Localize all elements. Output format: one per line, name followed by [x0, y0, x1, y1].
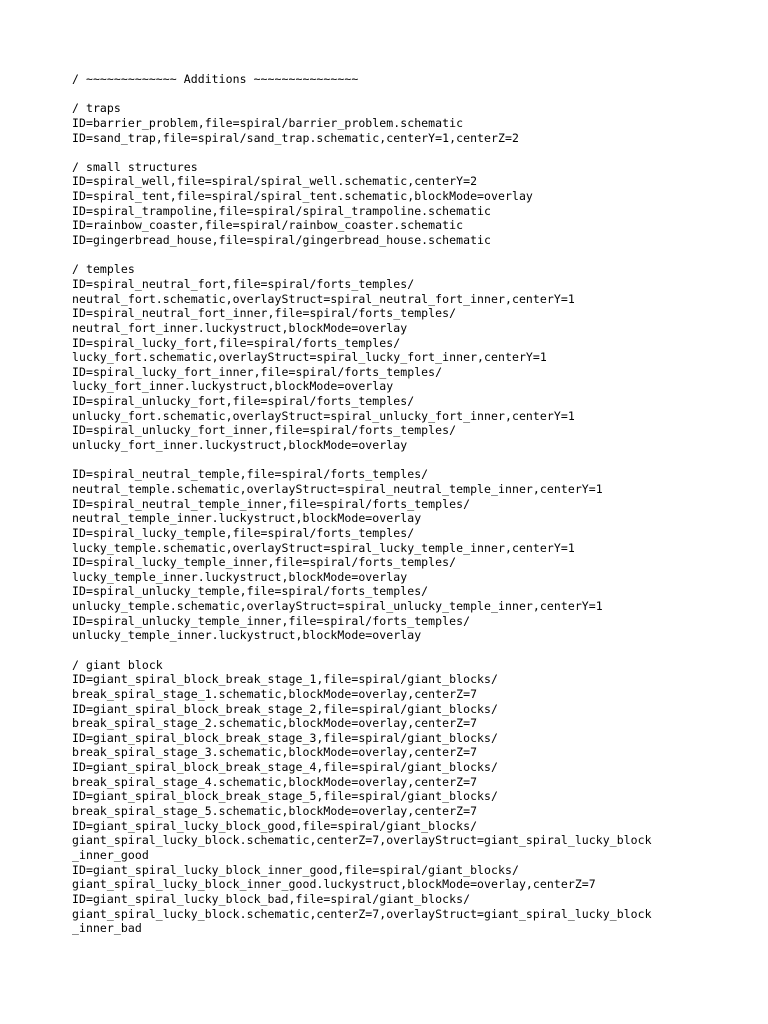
- config-line: _inner_bad: [72, 921, 142, 936]
- config-line: break_spiral_stage_3.schematic,blockMode=overlay,centerZ=7: [72, 745, 478, 760]
- section-comment: / ~~~~~~~~~~~~~ Additions ~~~~~~~~~~~~~~~: [72, 72, 359, 86]
- config-line: break_spiral_stage_5.schematic,blockMode=overlay,centerZ=7: [72, 804, 478, 819]
- config-line: giant_spiral_lucky_block.schematic,centerZ=7,overlayStruct=giant_spiral_lucky_block: [72, 906, 652, 921]
- config-line: ID=spiral_neutral_fort,file=spiral/forts_temples/: [72, 276, 415, 291]
- section-comment: / giant block: [72, 657, 163, 672]
- blank-line: [72, 643, 762, 658]
- config-line: _inner_good: [72, 847, 149, 862]
- config-line: neutral_temple_inner.luckystruct,blockMode=overlay: [72, 511, 422, 526]
- config-line: lucky_fort_inner.luckystruct,blockMode=overlay: [72, 379, 394, 394]
- config-line: giant_spiral_lucky_block_inner_good.luckystruct,blockMode=overlay,centerZ=7: [72, 877, 596, 892]
- config-line: unlucky_temple.schematic,overlayStruct=spiral_unlucky_temple_inner,centerY=1: [72, 599, 603, 614]
- config-line: ID=gingerbread_house,file=spiral/gingerbread_house.schematic: [72, 233, 492, 248]
- config-line: ID=spiral_unlucky_temple_inner,file=spiral/forts_temples/: [72, 613, 471, 628]
- config-line: break_spiral_stage_1.schematic,blockMode=overlay,centerZ=7: [72, 686, 478, 701]
- config-line: unlucky_temple_inner.luckystruct,blockMode=overlay: [72, 628, 422, 643]
- config-line: ID=giant_spiral_lucky_block_bad,file=spiral/giant_blocks/: [72, 891, 471, 906]
- config-line: ID=spiral_unlucky_temple,file=spiral/forts_temples/: [72, 584, 429, 599]
- config-line: ID=giant_spiral_block_break_stage_4,file=spiral/giant_blocks/: [72, 760, 498, 775]
- config-line: ID=spiral_lucky_temple,file=spiral/forts_temples/: [72, 525, 415, 540]
- config-line: ID=giant_spiral_block_break_stage_5,file=spiral/giant_blocks/: [72, 789, 498, 804]
- config-line: ID=giant_spiral_block_break_stage_1,file=spiral/giant_blocks/: [72, 672, 498, 687]
- config-line: ID=giant_spiral_lucky_block_good,file=spiral/giant_blocks/: [72, 818, 478, 833]
- config-line: ID=giant_spiral_block_break_stage_2,file=spiral/giant_blocks/: [72, 701, 498, 716]
- blank-line: [72, 87, 762, 102]
- config-line: lucky_temple.schematic,overlayStruct=spiral_lucky_temple_inner,centerY=1: [72, 540, 575, 555]
- blank-line: [72, 453, 762, 468]
- config-line: break_spiral_stage_4.schematic,blockMode=overlay,centerZ=7: [72, 774, 478, 789]
- config-line: neutral_fort.schematic,overlayStruct=spiral_neutral_fort_inner,centerY=1: [72, 291, 575, 306]
- config-line: lucky_fort.schematic,overlayStruct=spiral_lucky_fort_inner,centerY=1: [72, 350, 547, 365]
- section-comment: / small structures: [72, 159, 198, 174]
- config-line: ID=rainbow_coaster,file=spiral/rainbow_coaster.schematic: [72, 218, 464, 233]
- config-line: giant_spiral_lucky_block.schematic,centerZ=7,overlayStruct=giant_spiral_lucky_block: [72, 833, 652, 848]
- config-line: neutral_fort_inner.luckystruct,blockMode=overlay: [72, 320, 408, 335]
- config-line: ID=spiral_neutral_fort_inner,file=spiral/forts_temples/: [72, 306, 457, 321]
- config-line: ID=spiral_lucky_temple_inner,file=spiral/forts_temples/: [72, 555, 457, 570]
- config-line: ID=spiral_trampoline,file=spiral/spiral_trampoline.schematic: [72, 203, 492, 218]
- blank-line: [72, 248, 762, 263]
- config-line: ID=spiral_well,file=spiral/spiral_well.schematic,centerY=2: [72, 174, 478, 189]
- config-line: ID=sand_trap,file=spiral/sand_trap.schematic,centerY=1,centerZ=2: [72, 130, 519, 145]
- blank-line: [72, 145, 762, 160]
- config-line: ID=spiral_tent,file=spiral/spiral_tent.schematic,blockMode=overlay: [72, 189, 533, 204]
- config-line: ID=barrier_problem,file=spiral/barrier_problem.schematic: [72, 115, 464, 130]
- config-line: break_spiral_stage_2.schematic,blockMode=overlay,centerZ=7: [72, 716, 478, 731]
- config-line: unlucky_fort_inner.luckystruct,blockMode=overlay: [72, 438, 408, 453]
- config-line: ID=spiral_neutral_temple_inner,file=spiral/forts_temples/: [72, 496, 471, 511]
- config-line: ID=giant_spiral_block_break_stage_3,file=spiral/giant_blocks/: [72, 730, 498, 745]
- config-line: ID=spiral_unlucky_fort_inner,file=spiral/forts_temples/: [72, 423, 457, 438]
- config-line: neutral_temple.schematic,overlayStruct=spiral_neutral_temple_inner,centerY=1: [72, 481, 603, 496]
- config-line: ID=spiral_unlucky_fort,file=spiral/forts_temples/: [72, 394, 415, 409]
- config-line: ID=spiral_neutral_temple,file=spiral/forts_temples/: [72, 467, 429, 482]
- config-line: unlucky_fort.schematic,overlayStruct=spiral_unlucky_fort_inner,centerY=1: [72, 408, 575, 423]
- document-page: [72, 72, 762, 936]
- config-line: lucky_temple_inner.luckystruct,blockMode=overlay: [72, 569, 408, 584]
- config-line: ID=spiral_lucky_fort,file=spiral/forts_temples/: [72, 335, 401, 350]
- section-comment: / traps: [72, 101, 121, 116]
- config-line: ID=giant_spiral_lucky_block_inner_good,file=spiral/giant_blocks/: [72, 862, 519, 877]
- config-line: ID=spiral_lucky_fort_inner,file=spiral/forts_temples/: [72, 364, 443, 379]
- section-comment: / temples: [72, 262, 135, 277]
